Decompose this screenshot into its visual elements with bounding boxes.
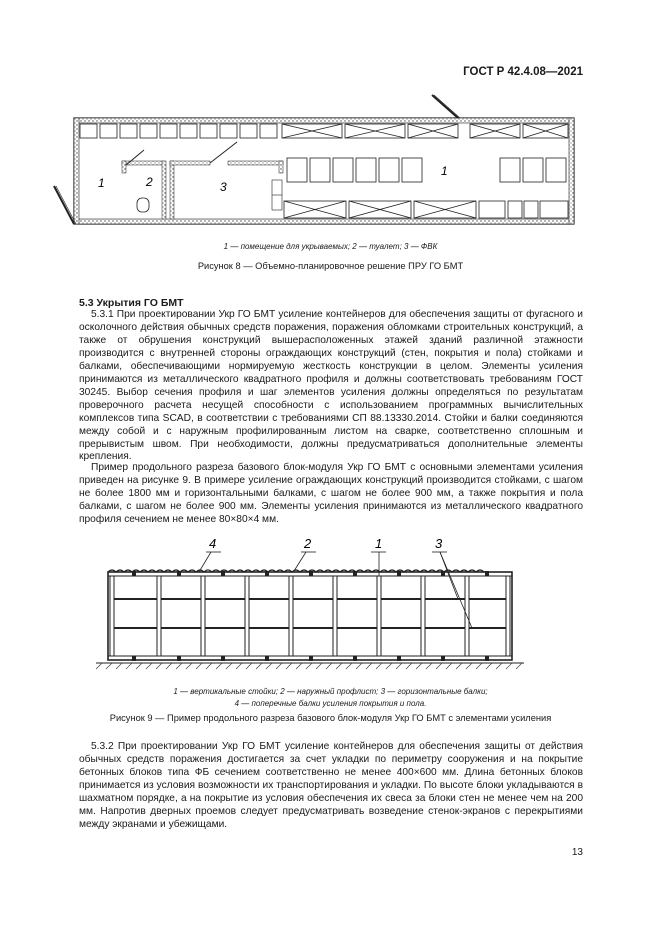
paragraph-figure-9-intro: Пример продольного разреза базового блок-модуля Укр ГО БМТ с основными элементами усиления приведен на рисунке 9. В примере усиление ограждающих конструкций производится стойками, с шагом не более 1800 мм и горизонтальными балками, с шагом не более 900 мм, а также покрытия и пола балками, с шагом не более 900 мм. Элементы усиления принимаются из металлического квадратного профиля сечением не менее 80×80×4 мм. xyxy=(79,462,583,525)
figure-9-caption: Рисунок 9 — Пример продольного разреза базового блок-модуля Укр ГО БМТ с элементами усиления xyxy=(109,713,552,723)
ground-hatching xyxy=(96,663,522,669)
figure-8-caption: Рисунок 8 — Объемно-планировочное решение ПРУ ГО БМТ xyxy=(197,261,464,271)
entrance-door-right xyxy=(432,95,458,118)
right-wall xyxy=(569,118,574,224)
document-code: ГОСТ Р 42.4.08—2021 xyxy=(463,66,583,78)
figure-9-legend-line-2: 4 — поперечные балки усиления покрытия и пола. xyxy=(234,699,427,708)
room-label-1-right: 1 xyxy=(441,164,448,178)
seat-row-middle xyxy=(287,158,566,182)
entrance-door-left xyxy=(54,186,74,224)
callout-4: 4 xyxy=(209,536,217,551)
horizontal-beams xyxy=(110,599,510,628)
room-label-3: 3 xyxy=(220,180,227,194)
fvk-wall-left xyxy=(170,161,174,219)
callout-2: 2 xyxy=(304,536,312,551)
callout-3: 3 xyxy=(435,536,443,551)
toilet-wall-right xyxy=(162,161,166,219)
storage-racks-bottom xyxy=(284,201,568,218)
vertical-posts xyxy=(110,576,510,656)
room-label-1-left: 1 xyxy=(98,176,105,190)
container-frame xyxy=(108,572,512,660)
room-label-2: 2 xyxy=(146,175,153,189)
callout-1: 1 xyxy=(375,536,383,551)
storage-racks-top xyxy=(282,124,568,138)
toilet-bowl xyxy=(137,198,149,212)
figure-8-legend: 1 — помещение для укрываемых; 2 — туалет; 3 — ФВК xyxy=(223,242,438,251)
seat-row-top-left xyxy=(80,124,277,138)
figure-8-floor-plan xyxy=(40,88,580,238)
paragraph-5-3-1: 5.3.1 При проектировании Укр ГО БМТ усиление контейнеров для обеспечения защиты от фугасного и осколочного действия обычных средств поражения, поражения обломками строительных конструкций, а также от обрушения конструкций вышерасположенных этажей зданий различной этажности производится с внутренней стороны ограждающих конструкций (стен, покрытия и пола) стойками и балками, обеспечивающими нормируемую жесткость конструкции в целом. Элементы усиления принимаются из металлического квадратного профиля и должны соответствовать требованиям ГОСТ 30245. Выбор сечения профиля и шаг элементов усиления должны определяться по результатам проверочного расчета несущей способности с использованием программных вычислительных комплексов типа SCAD, в соответствии с требованиями СП 88.13330.2014. Стойки и балки соединяются между собой и с наружным профилированным листом на сварке, соответственно сплошным и прерывистым швом. При необходимости, должны предусматриваться дополнительные элементы крепления. xyxy=(79,309,583,463)
top-wall xyxy=(74,118,574,123)
figure-9-section xyxy=(80,532,540,672)
figure-9-legend-line-1: 1 — вертикальные стойки; 2 — наружный профлист; 3 — горизонтальные балки; xyxy=(173,687,488,696)
paragraph-5-3-2: 5.3.2 При проектировании Укр ГО БМТ усиление контейнеров для обеспечения защиты от действия обычных средств поражения достигается за счет укладки по периметру сооружения и на покрытие бетонных блоков типа ФБ сечением соответственно не менее 400×600 мм. Длина бетонных блоков принимается из условия возможности их транспортирования и укладки. По высоте блоки укладываются в шахматном порядке, а на покрытие из условия обеспечения их свеса за блоки стен не менее чем на 200 мм. Напротив дверных проемов следует предусматривать возведение стенок-экранов с перекрытиями между экранами и убежищами. xyxy=(79,741,583,830)
left-wall xyxy=(74,118,79,224)
bottom-wall xyxy=(74,219,574,224)
figure-9-legend xyxy=(0,686,661,710)
transverse-beams xyxy=(132,571,489,661)
section-title: 5.3 Укрытия ГО БМТ xyxy=(79,297,184,309)
page-number: 13 xyxy=(571,847,583,858)
